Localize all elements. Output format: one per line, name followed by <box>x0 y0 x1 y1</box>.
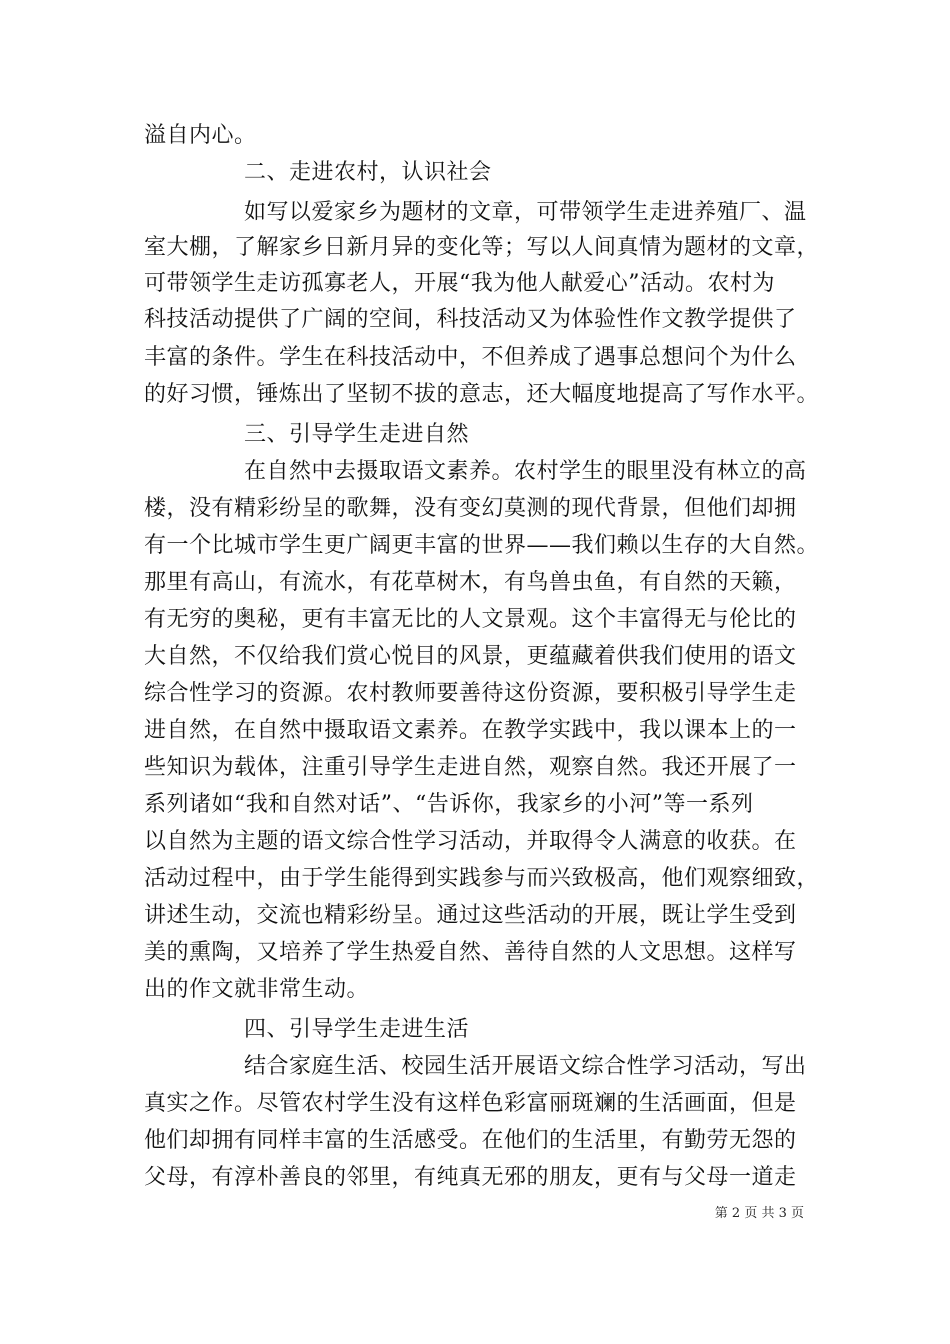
paragraph-line: 有无穷的奥秘，更有丰富无比的人文景观。这个丰富得无与伦比的 <box>144 607 797 632</box>
paragraph-line: 真实之作。尽管农村学生没有这样色彩富丽斑斓的生活画面，但是 <box>144 1091 797 1116</box>
paragraph-line: 结合家庭生活、校园生活开展语文综合性学习活动，写出 <box>244 1054 807 1079</box>
section-heading-3: 三、引导学生走进自然 <box>244 422 470 447</box>
paragraph-line: 系列诸如“我和自然对话”、“告诉你，我家乡的小河”等一系列 <box>144 792 754 817</box>
paragraph-line: 活动过程中，由于学生能得到实践参与而兴致极高，他们观察细致， <box>144 866 820 891</box>
paragraph-line: 他们却拥有同样丰富的生活感受。在他们的生活里，有勤劳无怨的 <box>144 1128 797 1153</box>
paragraph-line: 如写以爱家乡为题材的文章，可带领学生走进养殖厂、温 <box>244 200 807 225</box>
paragraph-line: 丰富的条件。学生在科技活动中，不但养成了遇事总想问个为什么 <box>144 345 797 370</box>
paragraph-line: 出的作文就非常生动。 <box>144 977 370 1002</box>
paragraph-line: 那里有高山，有流水，有花草树木，有鸟兽虫鱼，有自然的天籁， <box>144 570 797 595</box>
paragraph-line: 在自然中去摄取语文素养。农村学生的眼里没有林立的高 <box>244 459 807 484</box>
text-line: 溢自内心。 <box>144 123 257 148</box>
paragraph-line: 以自然为主题的语文综合性学习活动，并取得令人满意的收获。在 <box>144 829 797 854</box>
paragraph-line: 有一个比城市学生更广阔更丰富的世界——我们赖以生存的大自然。 <box>144 533 820 558</box>
paragraph-line: 父母，有淳朴善良的邻里，有纯真无邪的朋友，更有与父母一道走 <box>144 1165 797 1190</box>
paragraph-line: 楼，没有精彩纷呈的歌舞，没有变幻莫测的现代背景，但他们却拥 <box>144 496 797 521</box>
paragraph-line: 进自然，在自然中摄取语文素养。在教学实践中，我以课本上的一 <box>144 718 797 743</box>
paragraph-line: 科技活动提供了广阔的空间，科技活动又为体验性作文教学提供了 <box>144 307 797 332</box>
paragraph-line: 讲述生动，交流也精彩纷呈。通过这些活动的开展，既让学生受到 <box>144 903 797 928</box>
section-heading-4: 四、引导学生走进生活 <box>244 1017 470 1042</box>
paragraph-line: 大自然，不仅给我们赏心悦目的风景，更蕴藏着供我们使用的语文 <box>144 644 797 669</box>
paragraph-line: 可带领学生走访孤寡老人，开展“我为他人献爱心”活动。农村为 <box>144 271 775 296</box>
paragraph-line: 些知识为载体，注重引导学生走进自然，观察自然。我还开展了一 <box>144 755 797 780</box>
paragraph-line: 综合性学习的资源。农村教师要善待这份资源，要积极引导学生走 <box>144 681 797 706</box>
page-number-footer: 第 2 页 共 3 页 <box>714 1206 804 1221</box>
paragraph-line: 的好习惯，锤炼出了坚韧不拔的意志，还大幅度地提高了写作水平。 <box>144 382 820 407</box>
paragraph-line: 美的熏陶，又培养了学生热爱自然、善待自然的人文思想。这样写 <box>144 940 797 965</box>
paragraph-line: 室大棚，了解家乡日新月异的变化等；写以人间真情为题材的文章， <box>144 235 820 260</box>
section-heading-2: 二、走进农村，认识社会 <box>244 160 492 185</box>
